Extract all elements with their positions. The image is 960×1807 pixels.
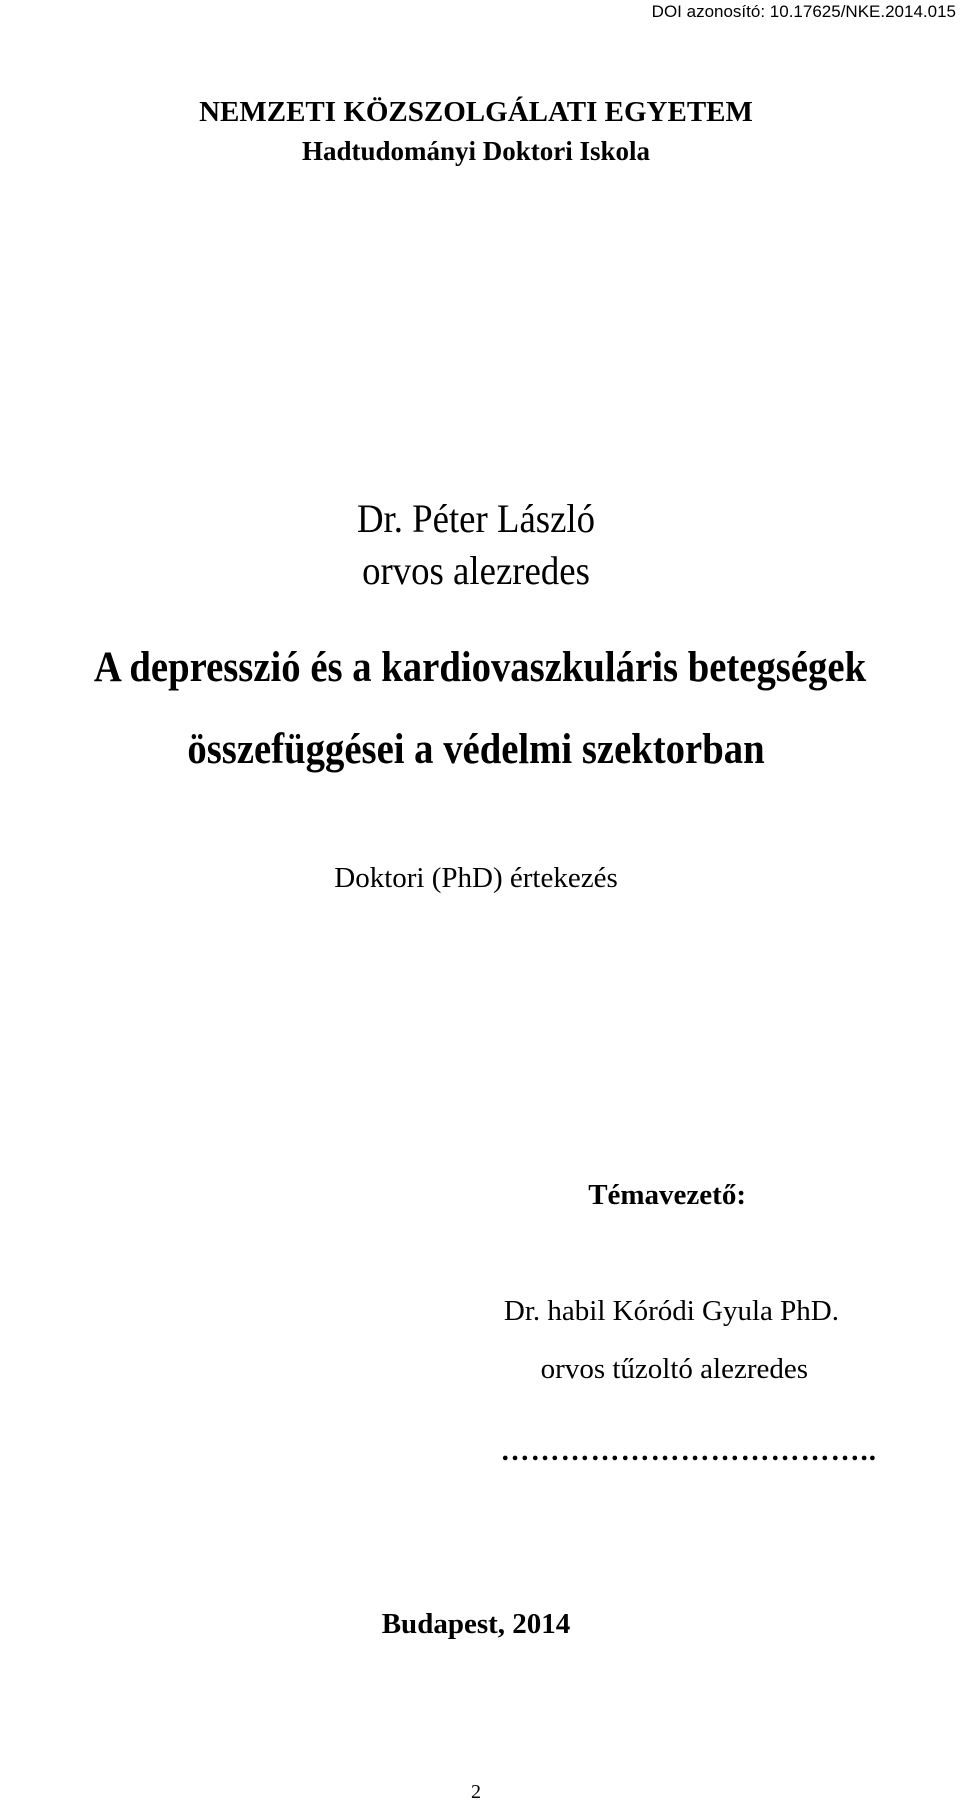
thesis-title-line-1: A depresszió és a kardiovaszkuláris betegségek <box>93 644 867 691</box>
doi-identifier: DOI azonosító: 10.17625/NKE.2014.015 <box>651 2 956 21</box>
signature-line: ……………………………….. <box>500 1435 877 1467</box>
thesis-title-line-2: összefüggései a védelmi szektorban <box>187 726 765 773</box>
document-type: Doktori (PhD) értekezés <box>334 862 618 894</box>
supervisor-rank: orvos tűzoltó alezredes <box>540 1353 808 1385</box>
doctoral-school-name: Hadtudományi Doktori Iskola <box>301 136 651 166</box>
supervisor-name: Dr. habil Kóródi Gyula PhD. <box>503 1295 839 1327</box>
author-name: Dr. Péter László <box>356 496 596 541</box>
author-rank: orvos alezredes <box>362 548 590 593</box>
page-number: 2 <box>471 1781 481 1803</box>
university-name: NEMZETI KÖZSZOLGÁLATI EGYETEM <box>199 96 753 128</box>
place-and-year: Budapest, 2014 <box>381 1608 571 1640</box>
supervisor-label: Témavezető: <box>588 1179 746 1211</box>
